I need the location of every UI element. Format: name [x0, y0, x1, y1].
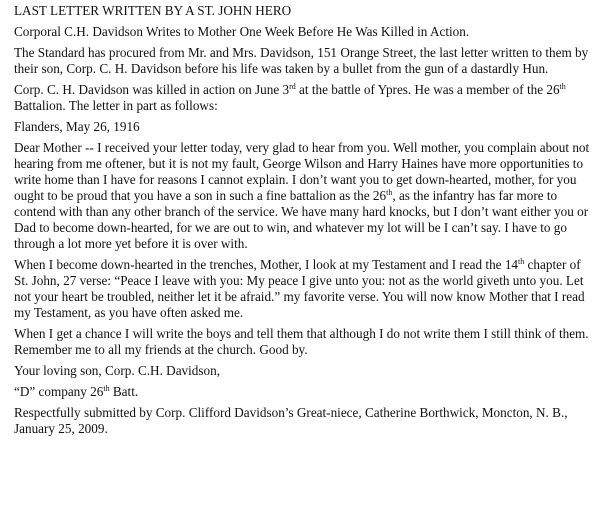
letter2-text-2: chapter of St. John, 27 verse: “Peace I leave with you: My peace I give unto you: not as the world giveth unto you. Let not your heart be troubled, neither let it be afraid.” my favorite verse. You will now know Mother that I read my Testament, as you have often asked me.: [14, 257, 585, 320]
killed-in-action-paragraph: [14, 82, 594, 114]
intro-paragraph: The Standard has procured from Mr. and Mrs. Davidson, 151 Orange Street, the last letter written to them by their son, Corp. C. H. Davidson before his life was taken by a bullet from the gun of a dastardly Hun.: [14, 45, 589, 76]
letter2-text-1: When I become down-hearted in the trenches, Mother, I look at my Testament and I read the 14: [14, 257, 519, 272]
killed-sup-1: rd: [289, 82, 296, 91]
letter1-text-1: Dear Mother -- I received your letter today, very glad to hear from you. Well mother, you complain about not hearing from me oftener, but it is not my fault, George Wilson and Harry Haines have more opportunities to write home than I have for reasons I cannot explain. I don’t want you to get down-hearted, mother, for you ought to be proud that you have a son in such a fine battalion as the 26: [14, 140, 590, 203]
killed-text-1: Corp. C. H. Davidson was killed in action on June 3: [14, 82, 290, 97]
letter-paragraph-1: [14, 140, 594, 252]
dateline: Flanders, May 26, 1916: [14, 119, 140, 134]
letter1-sup-1: th: [386, 188, 393, 197]
subheadline: Corporal C.H. Davidson Writes to Mother One Week Before He Was Killed in Action.: [14, 24, 470, 39]
company-text-2: Batt.: [109, 384, 139, 399]
letter-paragraph-2: [14, 257, 594, 321]
company-line: [14, 384, 594, 400]
signoff: Your loving son, Corp. C.H. Davidson,: [14, 363, 221, 378]
killed-text-2: at the battle of Ypres. He was a member of the 26: [295, 82, 560, 97]
killed-text-3: Battalion. The letter in part as follows:: [14, 98, 218, 113]
letter-paragraph-3: When I get a chance I will write the boys and tell them that although I do not write them I still think of them. Remember me to all my friends at the church. Good by.: [14, 326, 589, 357]
company-text-1: “D” company 26: [14, 384, 104, 399]
killed-sup-2: th: [559, 82, 566, 91]
company-sup-1: th: [103, 384, 110, 393]
headline: LAST LETTER WRITTEN BY A ST. JOHN HERO: [14, 3, 292, 18]
submitted-by: Respectfully submitted by Corp. Clifford Davidson’s Great-niece, Catherine Borthwick, Moncton, N. B., January 25, 2009.: [14, 405, 568, 436]
letter1-text-2: , as the infantry has far more to contend with than any other branch of the service. We have many hard knocks, but I don’t want either you or Dad to become down-hearted, for we are out to win, and whatever my lot will be I can’t say. I have to go through a lot more yet before it is over with.: [14, 188, 589, 251]
letter2-sup-1: th: [518, 257, 525, 266]
